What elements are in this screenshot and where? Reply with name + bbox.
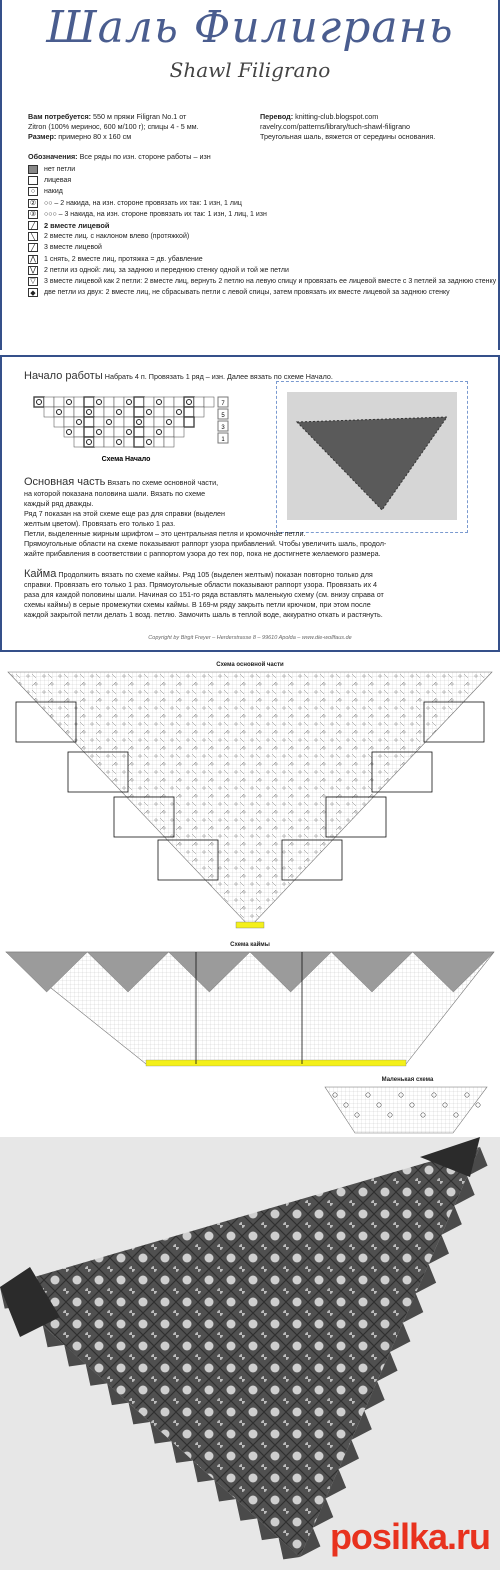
instructions-page: [0, 355, 500, 652]
need-label: Вам потребуется:: [28, 112, 92, 121]
edging-section: [24, 569, 484, 620]
legend-symbol-icon: ╲: [28, 232, 38, 241]
legend-item: [28, 220, 488, 231]
edging-line-3: схемы каймы) в серые промежутки схемы каймы. В 169-м ряду закрыть петли крючком, при этом после: [24, 600, 371, 609]
legend-item: [28, 209, 488, 220]
legend-item: [28, 254, 488, 265]
legend-label: 2 петли из одной: лиц. за заднюю и переднюю стенку одной и той же петли: [44, 266, 289, 274]
legend-label: ○○○ – 3 накида, на изн. стороне провязать их так: 1 изн, 1 лиц, 1 изн: [44, 210, 267, 218]
legend-symbol-icon: [28, 165, 38, 174]
edging-chart-title: Схема каймы: [230, 942, 270, 948]
main-chart-page: [0, 660, 500, 935]
edging-chart: [6, 952, 494, 1072]
start-chart: [28, 393, 224, 465]
legend-symbol-icon: ╱: [28, 243, 38, 252]
legend-head-text: Все ряды по изн. стороне работы – изн: [79, 152, 211, 161]
translation-url-2: ravelry.com/patterns/library/tuch-shawl-filigrano: [260, 122, 411, 131]
main-line-0: Вязать по схеме основной части,: [107, 478, 219, 487]
title-russian: Шаль Филигрань: [46, 2, 454, 53]
legend-rows: [28, 164, 497, 298]
legend-label: лицевая: [44, 177, 72, 185]
main-part-body: [24, 489, 484, 559]
watermark-text: posilka.ru: [329, 1516, 490, 1557]
main-line-7: жайте прибавления в соответствии с раппортом узора до тех пор, пока не достигнете желаемого размера.: [24, 549, 381, 558]
start-row-number: 3: [221, 425, 225, 431]
translation-label: Перевод:: [260, 112, 294, 121]
legend: [28, 152, 497, 298]
legend-item: [28, 186, 488, 197]
legend-symbol-icon: ◆: [28, 288, 38, 297]
main-part-section: [24, 477, 274, 488]
legend-label: две петли из двух: 2 вместе лиц, не сбрасывать петли с левой спицы, затем провязать их вместе лицевой за заднюю стенку: [44, 289, 450, 297]
translation-block: [260, 112, 490, 142]
legend-label: 2 вместе лицевой: [44, 221, 110, 231]
edging-line-0: Продолжить вязать по схеме каймы. Ряд 105 (выделен желтым) показан повторно только для: [58, 570, 373, 579]
main-line-5: Петли, выделенные жирным шрифтом – это центральная петля и кромочные петли.: [24, 529, 306, 538]
legend-label: 3 вместе лицевой: [44, 244, 102, 252]
start-row-number: 5: [221, 413, 225, 419]
main-part-title: Основная часть: [24, 476, 106, 488]
small-chart-title: Маленькая схема: [381, 1077, 434, 1083]
edging-title: Кайма: [24, 568, 57, 580]
start-chart-caption: Схема Начало: [101, 456, 151, 463]
legend-label: 1 снять, 2 вместе лиц, протяжка = дв. убавление: [44, 255, 203, 263]
legend-symbol-icon: [28, 176, 38, 185]
legend-label: 2 вместе лиц. с наклоном влево (протяжкой): [44, 233, 190, 241]
legend-label: накид: [44, 188, 63, 196]
legend-symbol-icon: ②: [29, 200, 37, 208]
watermark: [330, 1516, 490, 1558]
start-title: Начало работы: [24, 370, 103, 382]
small-chart: [325, 1087, 495, 1137]
legend-symbol-icon: ③: [29, 211, 37, 219]
shawl-photo: [0, 1137, 500, 1570]
translation-url-1: knitting-club.blogspot.com: [295, 112, 379, 121]
need-text-1: 550 м пряжи Filigran No.1 от: [93, 112, 187, 121]
start-row-number: 1: [221, 437, 225, 443]
shawl-photo-image: [0, 1137, 500, 1570]
start-text: Набрать 4 п. Провязать 1 ряд – изн. Далее вязать по схеме Начало.: [104, 372, 333, 381]
copyright: Copyright by Birgit Freyer – Herderstrasse 8 – 99610 Apolda – www.die-wollfaus.de: [148, 635, 352, 641]
edging-line-2: раза для каждой половины шали. Начиная со 151-го ряда вставлять маленькую схему (см. внизу справа от: [24, 590, 384, 599]
main-line-6: Прямоугольные области на схеме показывают раппорт узора прибавлений. Чтобы увеличить шаль, продол-: [24, 539, 387, 548]
legend-item: [28, 175, 488, 186]
legend-item: [28, 265, 488, 276]
main-chart-title: Схема основной части: [216, 662, 284, 668]
main-line-3: Ряд 7 показан на этой схеме еще раз для справки (выделен: [24, 509, 225, 518]
legend-symbol-icon: ○: [28, 187, 38, 196]
legend-item: [28, 231, 488, 242]
legend-symbol-icon: ╱: [28, 221, 38, 230]
edging-line-1: справки. Провязать его только 1 раз. Прямоугольные области показывают раппорт узора. Провязать их 4: [24, 580, 378, 589]
main-line-1: на которой показана половина шали. Вязать по схеме: [24, 489, 206, 498]
legend-symbol-icon: ▽: [28, 277, 38, 286]
need-text-2: Zitron (100% меринос, 600 м/100 г); спицы 4 - 5 мм.: [28, 122, 199, 131]
main-line-2: каждый ряд дважды.: [24, 499, 94, 508]
legend-head-label: Обозначения:: [28, 152, 78, 161]
legend-item: [28, 198, 488, 209]
main-chart: [8, 672, 492, 934]
title-english: Shawl Filigrano: [169, 58, 331, 82]
legend-symbol-icon: ⋀: [28, 255, 38, 264]
legend-item: [28, 164, 488, 175]
legend-item: [28, 287, 488, 298]
edging-chart-page: [0, 940, 500, 1140]
start-row-number: 7: [221, 401, 225, 407]
requirements-block: [28, 112, 248, 142]
legend-label: 3 вместе лицевой как 2 петли: 2 вместе лиц, вернуть 2 петлю на левую спицу и провязать ее лицевой вместе с 3 петлей за заднюю стенку: [44, 277, 497, 285]
legend-item: [28, 276, 497, 287]
legend-label: нет петли: [44, 166, 76, 174]
size-label: Размер:: [28, 132, 57, 141]
edging-line-4: каждой закрытой петли делать 1 возд. петлю. Замочить шаль в теплой воде, аккуратно откать и растянуть.: [24, 610, 383, 619]
legend-label: ○○ – 2 накида, на изн. стороне провязать их так: 1 изн, 1 лиц: [44, 199, 242, 207]
legend-item: [28, 242, 488, 253]
translation-note: Треугольная шаль, вяжется от середины основания.: [260, 132, 436, 141]
pattern-header-page: [0, 0, 500, 350]
main-line-4: желтым цветом). Провязать его только 1 раз.: [24, 519, 176, 528]
legend-symbol-icon: ⋁: [28, 266, 38, 275]
size-text: примерно 80 х 160 см: [58, 132, 132, 141]
